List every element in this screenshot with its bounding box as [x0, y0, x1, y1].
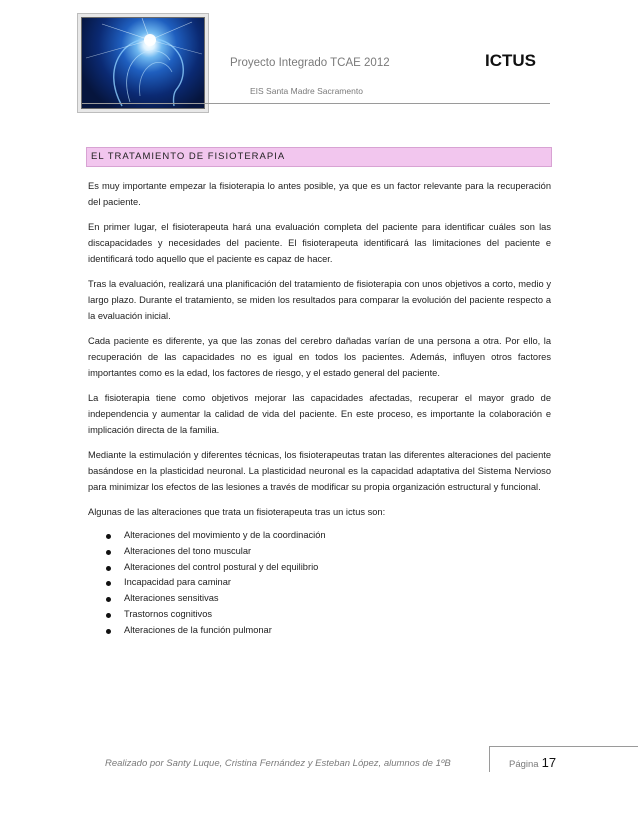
brain-logo-image	[81, 17, 205, 109]
list-item: Alteraciones sensitivas	[104, 591, 544, 607]
paragraph: Cada paciente es diferente, ya que las zonas del cerebro dañadas varían de una persona a otra. Por ello, la recuperación de las capacidades no es igual en todos los pacientes. Además, influyen otros factores importantes como es la edad, los factores de riesgo, y el estado general del paciente.	[88, 336, 551, 378]
paragraph: Es muy importante empezar la fisioterapia lo antes posible, ya que es un factor relevante para la recuperación del paciente.	[88, 181, 551, 207]
section-heading-bar	[86, 147, 552, 167]
paragraph: En primer lugar, el fisioterapeuta hará una evaluación completa del paciente para identificar cuáles son las discapacidades y necesidades del paciente. El fisioterapeuta identificará las limitaciones del paciente e identificará todo aquello que el paciente es capaz de hacer.	[88, 222, 551, 264]
list-item: Alteraciones del movimiento y de la coordinación	[104, 528, 544, 544]
list-item: Incapacidad para caminar	[104, 575, 544, 591]
footer-divider	[489, 746, 638, 747]
alterations-list	[104, 528, 544, 639]
footer-credits: Realizado por Santy Luque, Cristina Fernández y Esteban López, alumnos de 1ºB	[105, 758, 451, 769]
paragraph: Tras la evaluación, realizará una planificación del tratamiento de fisioterapia con unos objetivos a corto, medio y largo plazo. Durante el tratamiento, se miden los resultados para comparar la evolución del paciente respecto a la evaluación inicial.	[88, 279, 551, 321]
page-number: 17	[541, 755, 557, 770]
body-text	[88, 178, 551, 529]
page-label: Página	[509, 759, 539, 770]
school-name: EIS Santa Madre Sacramento	[250, 86, 363, 96]
section-title: EL TRATAMIENTO DE FISIOTERAPIA	[91, 151, 286, 162]
header-divider	[82, 103, 550, 104]
paragraph: La fisioterapia tiene como objetivos mejorar las capacidades afectadas, recuperar el mayor grado de independencia y aumentar la calidad de vida del paciente. En este proceso, es importante la colaboración e implicación directa de la familia.	[88, 393, 551, 435]
page-indicator	[509, 755, 556, 770]
document-topic: ICTUS	[485, 51, 536, 70]
footer-divider-vertical	[489, 746, 490, 772]
paragraph: Algunas de las alteraciones que trata un fisioterapeuta tras un ictus son:	[88, 507, 386, 517]
list-item: Alteraciones del control postural y del equilibrio	[104, 560, 544, 576]
list-item: Trastornos cognitivos	[104, 607, 544, 623]
list-item: Alteraciones del tono muscular	[104, 544, 544, 560]
paragraph: Mediante la estimulación y diferentes técnicas, los fisioterapeutas tratan las diferentes alteraciones del paciente basándose en la plasticidad neuronal. La plasticidad neuronal es la capacidad adaptativa del Sistema Nervioso para minimizar los efectos de las lesiones a través de modificar su propia organización estructural y funcional.	[88, 450, 551, 492]
project-title: Proyecto Integrado TCAE 2012	[230, 57, 390, 69]
brain-network-icon	[82, 18, 204, 108]
list-item: Alteraciones de la función pulmonar	[104, 623, 544, 639]
